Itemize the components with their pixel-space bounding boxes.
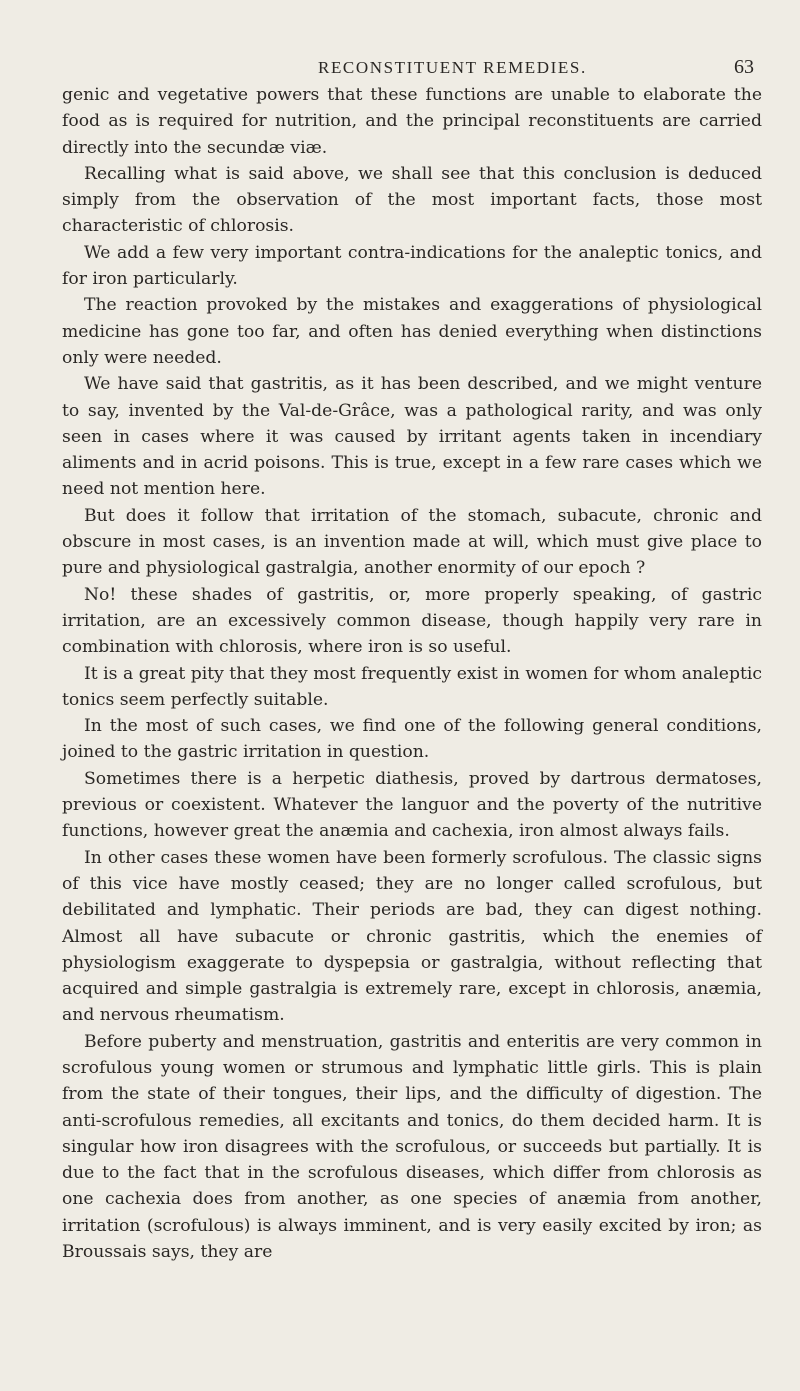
page-header: [62, 18, 760, 78]
paragraph: The reaction provoked by the mistakes and exaggerations of physiological medicine has gone too far, and often has denied everything when distinctions only were needed.: [62, 295, 762, 368]
paragraph: But does it follow that irritation of the stomach, subacute, chronic and obscure in most cases, is an invention made at will, which must give place to pure and physiological gastralgia, another enormity of our epoch ?: [62, 505, 762, 579]
paragraph: In the most of such cases, we find one of the following general conditions, joined to the gastric irritation in question.: [62, 716, 762, 763]
page-number: 63: [734, 56, 754, 78]
paragraph: We add a few very important contra-indications for the analeptic tonics, and for iron particularly.: [62, 242, 762, 290]
body-text: [62, 82, 762, 1265]
paragraph: Sometimes there is a herpetic diathesis, proved by dartrous dermatoses, previous or coexistent. Whatever the languor and the poverty of the nutritive functions, however great the anæmia and cachexia, iron almost always fails.: [62, 768, 762, 842]
paragraph: In other cases these women have been formerly scrofulous. The classic signs of this vice have mostly ceased; they are no longer called scrofulous, but debilitated and lymphatic. Their periods are bad, they can digest nothing. Almost all have subacute or chronic gastritis, which the enemies of physiologism exaggerate to dyspepsia or gastralgia, without reflecting that acquired and simple gastralgia is extremely rare, except in chlorosis, anæmia, and nervous rheumatism.: [62, 847, 762, 1026]
paragraph: genic and vegetative powers that these functions are unable to elaborate the food as is required for nutrition, and the principal reconstituents are carried directly into the secundæ viæ.: [62, 85, 762, 158]
paragraph: We have said that gastritis, as it has been described, and we might venture to say, invented by the Val-de-Grâce, was a pathological rarity, and was only seen in cases where it was caused by irritant agents taken in incendiary aliments and in acrid poisons. This is true, except in a few rare cases which we need not mention here.: [62, 374, 762, 500]
running-head: RECONSTITUENT REMEDIES.: [318, 58, 587, 77]
paragraph: It is a great pity that they most frequently exist in women for whom analeptic tonics seem perfectly suitable.: [62, 663, 762, 710]
paragraph: Before puberty and menstruation, gastritis and enteritis are very common in scrofulous young women or strumous and lymphatic little girls. This is plain from the state of their tongues, their lips, and the difficulty of digestion. The anti-scrofulous remedies, all excitants and tonics, do them decided harm. It is singular how iron disagrees with the scrofulous, or succeeds but partially. It is due to the fact that in the scrofulous diseases, which differ from chlorosis as one cachexia does from another, as one species of anæmia from another, irritation (scrofulous) is always imminent, and is very easily excited by iron; as Broussais says, they are: [62, 1031, 762, 1263]
paragraph: Recalling what is said above, we shall see that this conclusion is deduced simply from the observation of the most important facts, those most characteristic of chlorosis.: [62, 163, 762, 237]
paragraph: No! these shades of gastritis, or, more properly speaking, of gastric irritation, are an excessively common disease, though happily very rare in combination with chlorosis, where iron is so useful.: [62, 584, 762, 658]
